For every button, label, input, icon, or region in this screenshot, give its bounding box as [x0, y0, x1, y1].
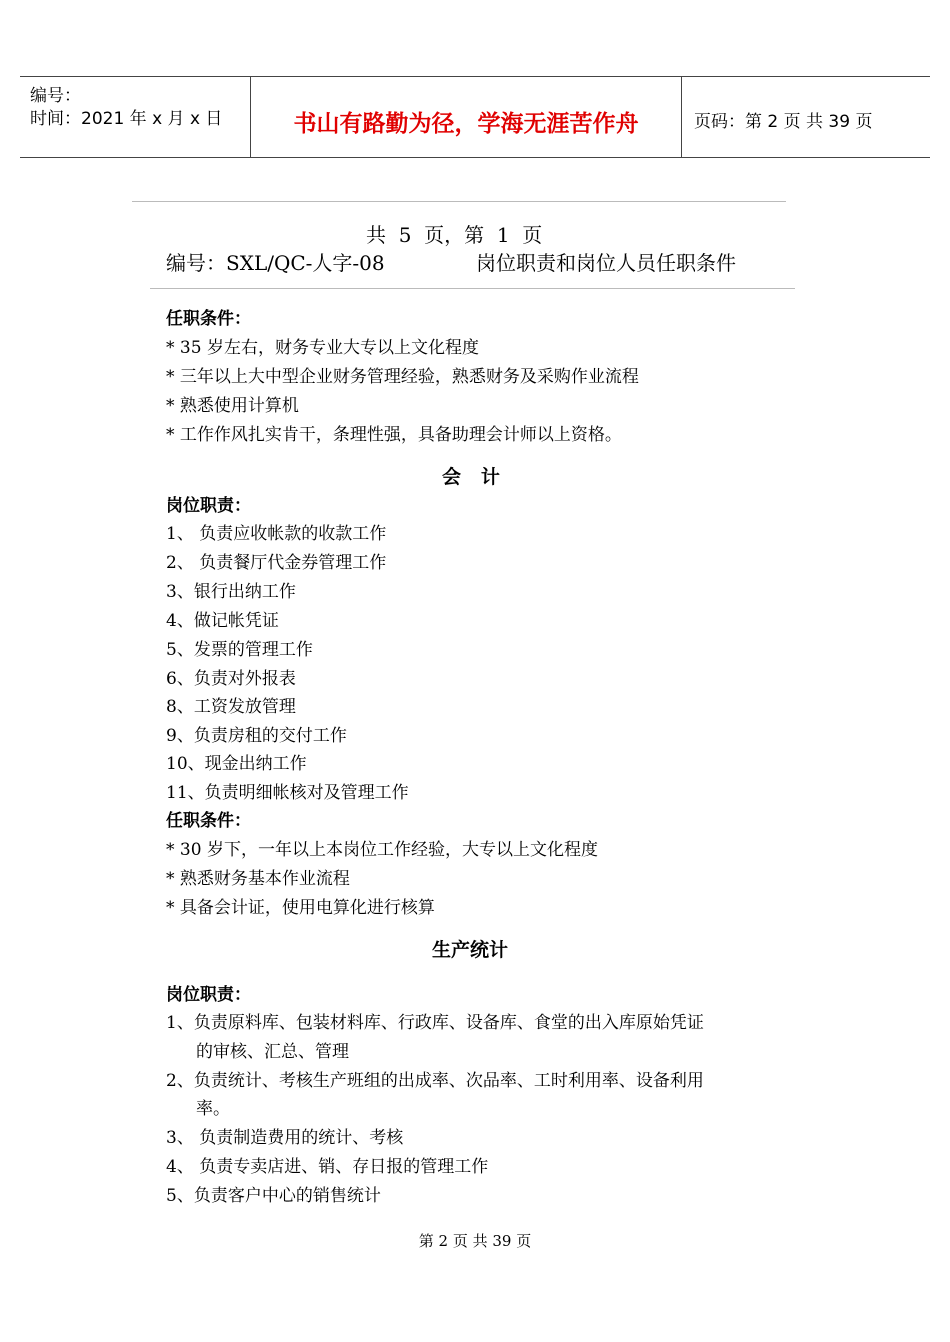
requirement-item: * 熟悉使用计算机 — [166, 396, 299, 416]
duty-item: 5、发票的管理工作 — [166, 640, 313, 660]
time-label: 时间：2021 年 x 月 x 日 — [30, 109, 223, 129]
duties-heading: 岗位职责： — [166, 985, 251, 1005]
duty-item-continuation: 率。 — [196, 1099, 230, 1119]
requirements-heading: 任职条件： — [166, 811, 251, 831]
doc-title: 岗位职责和岗位人员任职条件 — [476, 251, 736, 275]
duty-item: 4、 负责专卖店进、销、存日报的管理工作 — [166, 1157, 489, 1177]
page-footer: 第 2 页 共 39 页 — [418, 1232, 532, 1250]
doc-page-count: 共 5 页，第 1 页 — [366, 223, 543, 247]
duty-item: 2、负责统计、考核生产班组的出成率、次品率、工时利用率、设备利用 — [166, 1071, 704, 1091]
section-title-accounting: 会 计 — [442, 466, 500, 488]
doc-code: 编号：SXL/QC-人字-08 — [166, 251, 385, 275]
duties-heading: 岗位职责： — [166, 496, 251, 516]
section-title-production-statistics: 生产统计 — [432, 939, 509, 961]
duty-item: 2、 负责餐厅代金券管理工作 — [166, 553, 387, 573]
header-page-cell — [682, 77, 930, 157]
divider-top — [132, 201, 786, 202]
duty-item: 8、工资发放管理 — [166, 697, 296, 717]
requirement-item: * 三年以上大中型企业财务管理经验，熟悉财务及采购作业流程 — [166, 367, 639, 387]
number-label: 编号： — [30, 86, 81, 106]
duty-item: 1、负责原料库、包装材料库、行政库、设备库、食堂的出入库原始凭证 — [166, 1013, 704, 1033]
duty-item: 5、负责客户中心的销售统计 — [166, 1186, 381, 1206]
duty-item: 4、做记帐凭证 — [166, 611, 279, 631]
motto-text: 书山有路勤为径，学海无涯苦作舟 — [293, 111, 639, 137]
duty-item: 6、负责对外报表 — [166, 669, 296, 689]
header-info-cell — [20, 77, 251, 157]
duty-item-continuation: 的审核、汇总、管理 — [196, 1042, 349, 1062]
duty-item: 1、 负责应收帐款的收款工作 — [166, 524, 387, 544]
header-motto-cell — [251, 77, 682, 157]
divider-bottom — [150, 288, 795, 289]
requirement-item: * 工作作风扎实肯干，条理性强，具备助理会计师以上资格。 — [166, 425, 622, 445]
duty-item: 9、负责房租的交付工作 — [166, 726, 347, 746]
requirement-item: * 30 岁下，一年以上本岗位工作经验，大专以上文化程度 — [166, 840, 598, 860]
requirement-item: * 熟悉财务基本作业流程 — [166, 869, 350, 889]
page-header-table — [20, 76, 930, 158]
duty-item: 11、负责明细帐核对及管理工作 — [166, 783, 409, 803]
requirements-heading: 任职条件： — [166, 309, 251, 329]
requirement-item: * 35 岁左右，财务专业大专以上文化程度 — [166, 338, 479, 358]
requirement-item: * 具备会计证，使用电算化进行核算 — [166, 898, 435, 918]
page-number-label: 页码：第 2 页 共 39 页 — [694, 112, 873, 132]
duty-item: 3、银行出纳工作 — [166, 582, 296, 602]
duty-item: 3、 负责制造费用的统计、考核 — [166, 1128, 404, 1148]
duty-item: 10、现金出纳工作 — [166, 754, 307, 774]
